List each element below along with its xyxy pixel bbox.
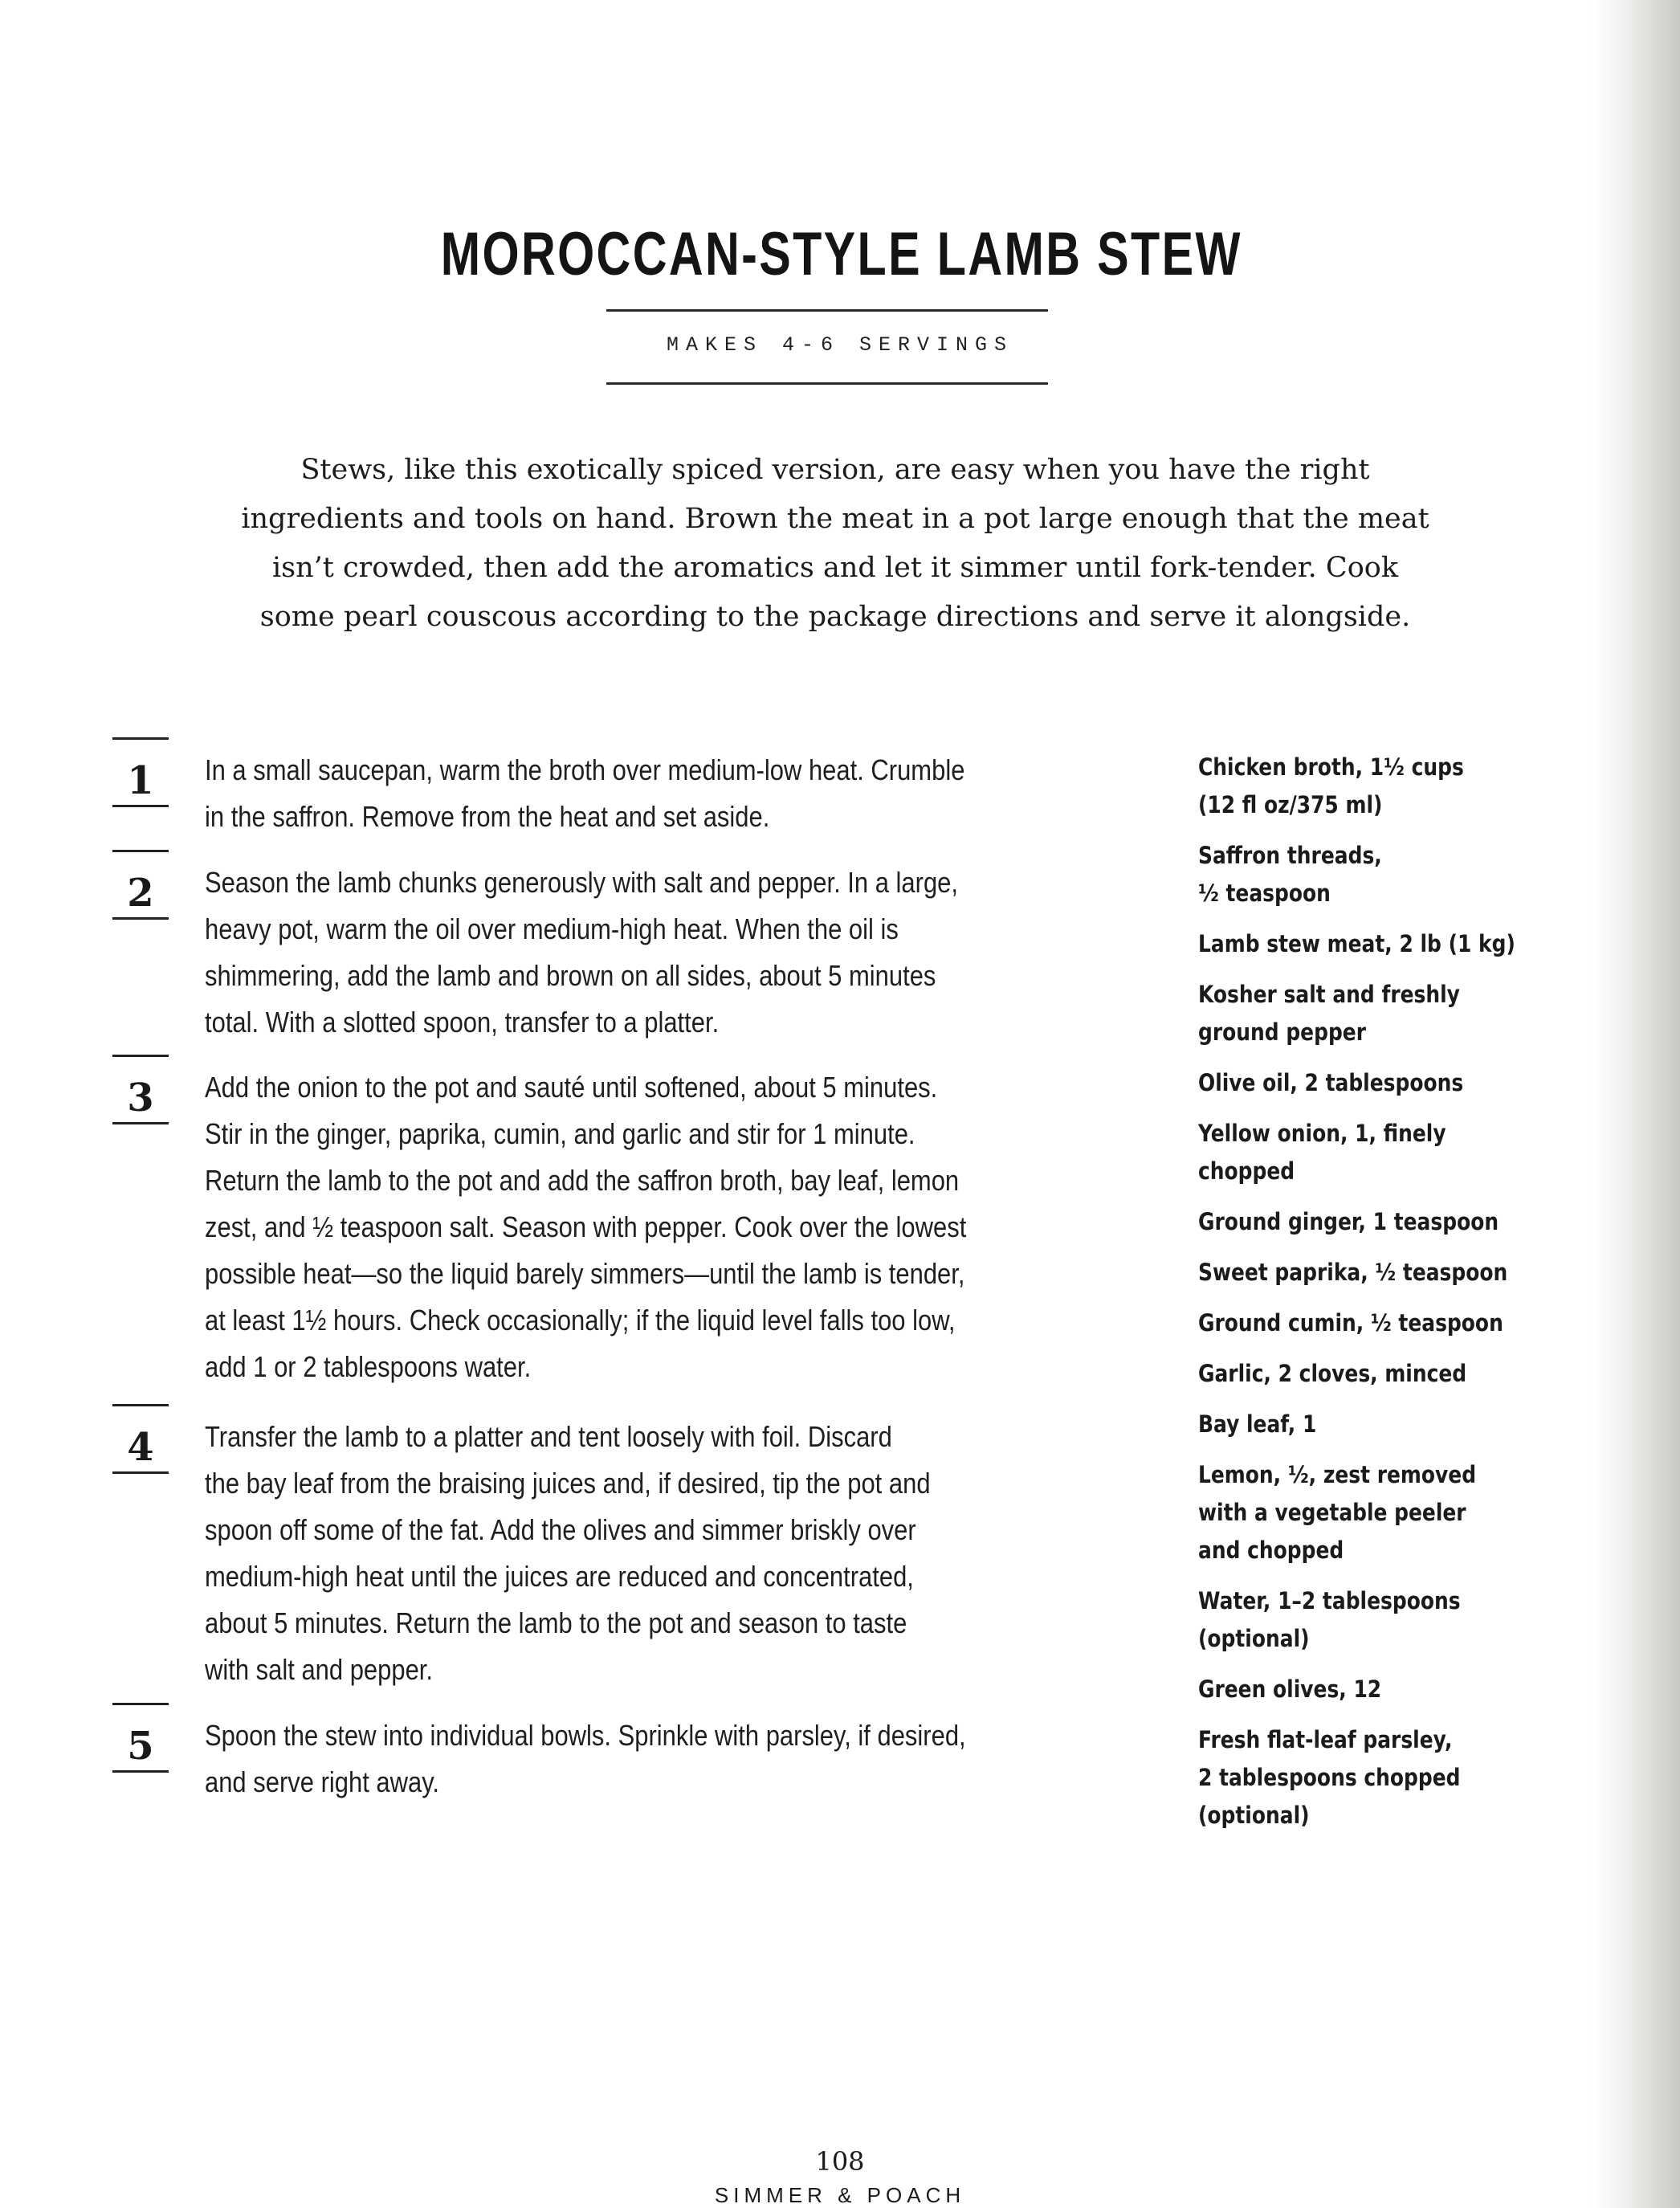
step-line: and serve right away. — [205, 1765, 439, 1798]
section-name: SIMMER & POACH — [714, 2183, 966, 2207]
ingredient-item — [1198, 1406, 1502, 1443]
intro-line: some pearl couscous according to the package directions and serve it alongside. — [259, 601, 1411, 633]
step-line: at least 1½ hours. Check occasionally; if the liquid level falls too low, — [205, 1304, 956, 1337]
step-line: shimmering, add the lamb and brown on all sides, about 5 minutes — [205, 959, 936, 992]
step-line: In a small saucepan, warm the broth over medium-low heat. Crumble — [205, 753, 965, 786]
ingredient-item — [1198, 1355, 1502, 1393]
step-line: with salt and pepper. — [205, 1653, 434, 1686]
step-text — [205, 859, 1103, 1046]
step-line: Spoon the stew into individual bowls. Sprinkle with parsley, if desired, — [205, 1719, 966, 1752]
ingredient-item — [1198, 1203, 1502, 1241]
ingredient-line: Ground ginger, 1 teaspoon — [1198, 1208, 1499, 1235]
step-text — [205, 1414, 1103, 1693]
ingredient-line: Ground cumin, ½ teaspoon — [1198, 1309, 1503, 1337]
step-line: total. With a slotted spoon, transfer to a platter. — [205, 1006, 720, 1039]
ingredient-item — [1198, 1721, 1502, 1835]
step-number: 2 — [112, 871, 169, 916]
step-number: 1 — [112, 758, 169, 803]
step-line: heavy pot, warm the oil over medium-high heat. When the oil is — [205, 912, 899, 945]
step-line: in the saffron. Remove from the heat and set aside. — [205, 800, 770, 833]
step-line: Stir in the ginger, paprika, cumin, and garlic and stir for 1 minute. — [205, 1117, 915, 1150]
step-line: Return the lamb to the pot and add the saffron broth, bay leaf, lemon — [205, 1164, 960, 1197]
step-line: add 1 or 2 tablespoons water. — [205, 1350, 532, 1383]
recipe-title: MOROCCAN-STYLE LAMB STEW — [440, 219, 1242, 288]
ingredient-item — [1198, 749, 1502, 824]
step-line: the bay leaf from the braising juices and, if desired, tip the pot and — [205, 1467, 931, 1500]
ingredient-line: Water, 1–2 tablespoons — [1198, 1587, 1461, 1614]
intro-line: Stews, like this exotically spiced version, are easy when you have the right — [300, 454, 1370, 486]
step-line: spoon off some of the fat. Add the olives and simmer briskly over — [205, 1513, 916, 1546]
step-line: Add the onion to the pot and sauté until softened, about 5 minutes. — [205, 1071, 938, 1104]
ingredient-item — [1198, 837, 1502, 912]
ingredient-line: ground pepper — [1198, 1018, 1367, 1046]
ingredient-line: Kosher salt and freshly — [1198, 981, 1460, 1008]
servings-label: MAKES 4-6 SERVINGS — [666, 333, 1014, 357]
ingredient-item — [1198, 1582, 1502, 1658]
ingredient-item — [1198, 1254, 1508, 1292]
ingredient-item — [1198, 1671, 1502, 1708]
ingredient-line: Fresh flat-leaf parsley, — [1198, 1726, 1453, 1753]
step-text — [205, 1712, 1103, 1806]
ingredient-line: Garlic, 2 cloves, minced — [1198, 1360, 1467, 1387]
step-line: possible heat—so the liquid barely simmers—until the lamb is tender, — [205, 1257, 965, 1290]
step-number: 3 — [112, 1075, 169, 1120]
divider-bottom — [606, 382, 1048, 385]
step-text — [205, 1064, 1103, 1390]
ingredient-line: ½ teaspoon — [1198, 880, 1331, 907]
ingredient-line: Yellow onion, 1, finely — [1198, 1120, 1446, 1147]
ingredient-line: Green olives, 12 — [1198, 1675, 1382, 1703]
divider-top — [606, 309, 1048, 312]
step-number: 4 — [112, 1425, 169, 1470]
ingredient-line: Lemon, ½, zest removed — [1198, 1461, 1477, 1488]
step-line: about 5 minutes. Return the lamb to the pot and season to taste — [205, 1606, 907, 1639]
step-text — [205, 747, 1103, 840]
ingredient-line: Bay leaf, 1 — [1198, 1410, 1317, 1438]
page-gutter-shadow — [1592, 0, 1680, 2208]
ingredient-line: and chopped — [1198, 1537, 1344, 1564]
ingredient-line: (optional) — [1198, 1802, 1310, 1829]
ingredient-item — [1198, 1064, 1502, 1102]
ingredient-line: Sweet paprika, ½ teaspoon — [1198, 1259, 1508, 1286]
intro-line: ingredients and tools on hand. Brown the meat in a pot large enough that the meat — [241, 503, 1429, 535]
step-line: Transfer the lamb to a platter and tent loosely with foil. Discard — [205, 1420, 892, 1453]
page-number: 108 — [815, 2146, 865, 2177]
ingredient-line: with a vegetable peeler — [1198, 1499, 1466, 1526]
ingredient-item — [1198, 925, 1515, 963]
ingredient-line: 2 tablespoons chopped — [1198, 1764, 1461, 1791]
ingredient-item — [1198, 1115, 1502, 1190]
ingredient-line: Lamb stew meat, 2 lb (1 kg) — [1198, 930, 1515, 957]
ingredients-list — [1198, 749, 1552, 1847]
step-line: medium-high heat until the juices are reduced and concentrated, — [205, 1560, 914, 1593]
intro-paragraph — [128, 446, 1542, 642]
ingredient-line: (12 fl oz/375 ml) — [1198, 791, 1383, 818]
ingredient-item — [1198, 1304, 1502, 1342]
intro-line: isn’t crowded, then add the aromatics and let it simmer until fork-tender. Cook — [271, 552, 1399, 584]
step-line: Season the lamb chunks generously with salt and pepper. In a large, — [205, 866, 958, 899]
ingredient-line: (optional) — [1198, 1625, 1310, 1652]
step-line: zest, and ½ teaspoon salt. Season with pepper. Cook over the lowest — [205, 1210, 967, 1243]
step-number: 5 — [112, 1724, 169, 1769]
ingredient-line: Olive oil, 2 tablespoons — [1198, 1069, 1464, 1096]
ingredient-item — [1198, 1456, 1502, 1569]
ingredient-item — [1198, 976, 1502, 1051]
ingredient-line: Saffron threads, — [1198, 842, 1382, 869]
ingredient-line: chopped — [1198, 1157, 1295, 1185]
ingredient-line: Chicken broth, 1½ cups — [1198, 753, 1464, 781]
